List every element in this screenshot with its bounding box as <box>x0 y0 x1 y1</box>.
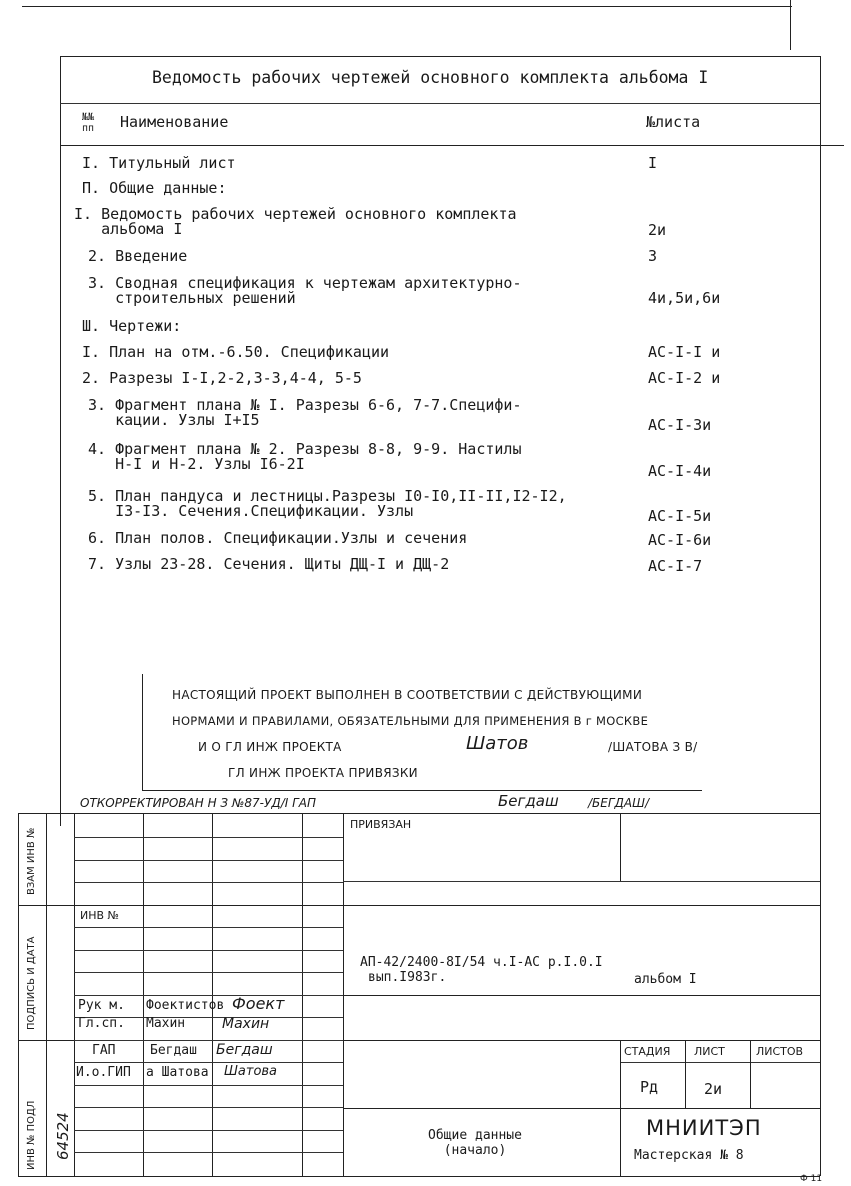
list-item: 4. Фрагмент плана № 2. Разрезы 8-8, 9-9. Настилы <box>88 440 522 458</box>
list-item: 6. План полов. Спецификации.Узлы и сечения <box>88 529 468 547</box>
col-divider-6 <box>620 813 621 881</box>
signature-begdash-note: Бегдаш <box>498 792 559 810</box>
side-column-divider <box>46 813 47 1176</box>
person-role: И.о.ГИП <box>76 1065 131 1080</box>
grid-row <box>74 882 343 883</box>
stamp-line-4: ГЛ ИНЖ ПРОЕКТА ПРИВЯЗКИ <box>228 766 418 780</box>
grid-row <box>74 860 343 861</box>
correction-note: ОТКОРРЕКТИРОВАН Н З №87-УД/I ГАП <box>80 796 317 810</box>
stage-divider <box>685 1040 686 1108</box>
list-item: 2. Введение <box>88 247 188 265</box>
stamp-bottom-border <box>142 790 702 791</box>
correction-note-name: /БЕГДАШ/ <box>588 796 650 810</box>
frame-bottom <box>18 1176 820 1177</box>
format-mark: Ф 11 <box>800 1174 823 1184</box>
sheet-number: АС-I-2 и <box>648 369 721 387</box>
signature-makhin: Махин <box>222 1016 270 1032</box>
grid-row <box>74 950 343 951</box>
person-name: а Шатова <box>146 1065 209 1080</box>
document-code: АП-42/2400-8I/54 ч.I-АС р.I.0.I <box>360 955 603 970</box>
signature-shatova: Шатов <box>466 733 529 754</box>
grid-row <box>74 995 343 996</box>
stage-divider <box>750 1040 751 1108</box>
list-item: 5. План пандуса и лестницы.Разрезы I0-I0,II-II,I2-I2, <box>88 487 567 505</box>
person-name: Фоектистов <box>146 998 225 1013</box>
side-label-inv-podl: ИНВ № ПОДЛ <box>26 1100 37 1170</box>
grid-row <box>74 1130 343 1131</box>
privyazan-label: ПРИВЯЗАН <box>350 818 412 831</box>
signature-foektistov: Фоект <box>232 994 285 1013</box>
sheet-number: 4и,5и,6и <box>648 289 721 307</box>
list-item: П. Общие данные: <box>82 179 227 197</box>
signature-begdash: Бегдаш <box>216 1042 273 1058</box>
stamp-left-border <box>142 674 143 790</box>
person-name: Бегдаш <box>150 1043 197 1058</box>
list-item: 3. Сводная спецификация к чертежам архитектурно- <box>88 274 522 292</box>
sheet-number: АС-I-4и <box>648 462 712 480</box>
person-role: ГАП <box>92 1043 116 1058</box>
sheets-label: ЛИСТОВ <box>756 1045 804 1058</box>
grid-row <box>74 1062 343 1063</box>
sheet-number: 2и <box>648 221 667 239</box>
sheet-number: АС-I-3и <box>648 416 712 434</box>
right-row <box>343 1040 820 1041</box>
title-block-left <box>18 813 19 1176</box>
sheet-number: АС-I-5и <box>648 507 712 525</box>
right-row <box>343 995 820 996</box>
sheet-number: I <box>648 154 658 172</box>
header-bottom-rule <box>60 145 844 146</box>
list-item: 2. Разрезы I-I,2-2,3-3,4-4, 5-5 <box>82 369 362 387</box>
side-split <box>18 1040 74 1041</box>
right-row <box>620 1062 820 1063</box>
grid-row <box>74 1152 343 1153</box>
person-name: Махин <box>146 1016 186 1031</box>
col-name-label: Наименование <box>120 113 229 131</box>
list-item-cont: альбома I <box>74 220 183 238</box>
list-item: 3. Фрагмент плана № I. Разрезы 6-6, 7-7.Специфи- <box>88 396 522 414</box>
sheet-number: АС-I-6и <box>648 531 712 549</box>
side-label-podpis: ПОДПИСЬ И ДАТА <box>26 936 37 1030</box>
stage-divider <box>620 1040 621 1176</box>
list-item: I. Ведомость рабочих чертежей основного комплекта <box>74 205 517 223</box>
grid-row <box>74 1107 343 1108</box>
stage-label: СТАДИЯ <box>624 1045 671 1058</box>
person-role: Гл.сп. <box>78 1016 125 1031</box>
right-row <box>343 881 820 882</box>
grid-row <box>74 1085 343 1086</box>
sheet-number: 3 <box>648 247 658 265</box>
workshop-name: Мастерская № 8 <box>634 1148 744 1163</box>
stamp-line-3-left: И О ГЛ ИНЖ ПРОЕКТА <box>198 740 342 754</box>
right-row <box>343 1108 820 1109</box>
stamp-line-1: НАСТОЯЩИЙ ПРОЕКТ ВЫПОЛНЕН В СООТВЕТСТВИИ С ДЕЙСТВУЮЩИМИ <box>172 688 643 702</box>
grid-row <box>74 1040 343 1041</box>
right-edge-mark <box>790 0 791 50</box>
frame-right <box>820 56 821 1176</box>
frame-top <box>60 56 820 57</box>
list-item: I. Титульный лист <box>82 154 236 172</box>
inv-podl-value: 64524 <box>54 1112 72 1160</box>
col-num-label: №№ пп <box>82 112 95 134</box>
list-item-cont: строительных решений <box>88 289 296 307</box>
person-role: Рук м. <box>78 998 125 1013</box>
document-title: Ведомость рабочих чертежей основного комплекта альбома I <box>152 68 709 87</box>
list-item: I. План на отм.-6.50. Спецификации <box>82 343 390 361</box>
list-item: Ш. Чертежи: <box>82 317 182 335</box>
grid-row <box>74 972 343 973</box>
grid-row <box>74 927 343 928</box>
sheet-name: Общие данные (начало) <box>428 1128 522 1158</box>
grid-row <box>18 905 820 906</box>
header-top-rule <box>60 103 820 104</box>
organization-name: МНИИТЭП <box>646 1116 762 1140</box>
sheet-value: 2и <box>704 1080 723 1098</box>
frame-left <box>60 56 61 826</box>
list-item-cont: Н-I и Н-2. Узлы I6-2I <box>88 455 305 473</box>
list-item-cont: I3-I3. Сечения.Спецификации. Узлы <box>88 502 414 520</box>
title-block-top <box>18 813 820 814</box>
sheet-number: АС-I-I и <box>648 343 721 361</box>
side-label-vzam: ВЗАМ ИНВ № <box>26 827 37 895</box>
list-item: 7. Узлы 23-28. Сечения. Щиты ДЩ-I и ДЩ-2 <box>88 555 450 573</box>
sheet-number: АС-I-7 <box>648 557 703 575</box>
stamp-line-2: НОРМАМИ И ПРАВИЛАМИ, ОБЯЗАТЕЛЬНЫМИ ДЛЯ ПРИМЕНЕНИЯ В г МОСКВЕ <box>172 714 649 728</box>
signature-shatova-tb: Шатова <box>224 1064 278 1079</box>
list-item-cont: кации. Узлы I+I5 <box>88 411 260 429</box>
inv-label: ИНВ № <box>80 909 119 922</box>
sheet-label: ЛИСТ <box>694 1045 725 1058</box>
top-frame-line <box>22 6 792 7</box>
album-label: альбом I <box>634 972 697 987</box>
document-release: вып.I983г. <box>368 970 447 985</box>
grid-row <box>74 837 343 838</box>
col-sheet-label: №листа <box>646 113 701 131</box>
stage-value: Рд <box>640 1078 659 1096</box>
stamp-line-3-right: /ШАТОВА З В/ <box>608 740 698 754</box>
